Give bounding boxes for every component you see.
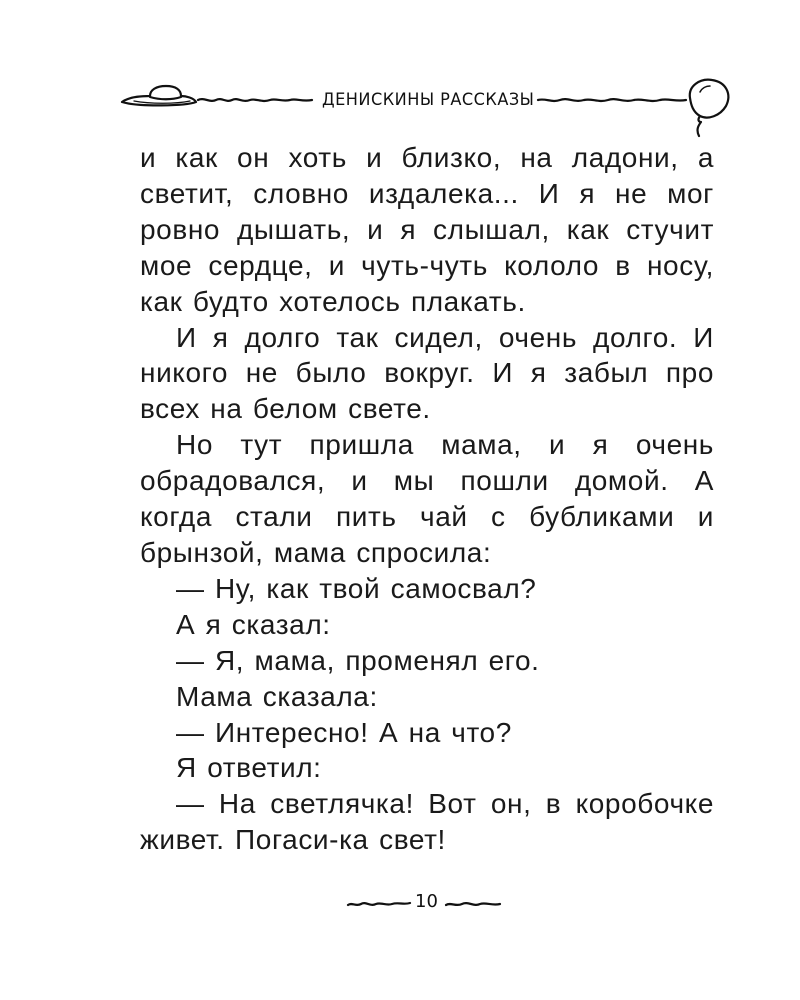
footer-ornament bbox=[0, 885, 800, 925]
paragraph: Но тут пришла мама, и я очень обрадовался, и мы пошли домой. А когда стали пить чай с бубликами и брынзой, мама спросила: bbox=[140, 429, 714, 568]
balloon-icon bbox=[690, 80, 729, 136]
footer-left-squiggle bbox=[348, 903, 410, 905]
dialogue-line: А я сказал: bbox=[176, 608, 331, 640]
paragraph: И я долго так сидел, очень долго. И никого не было вокруг. И я забыл про всех на белом свете. bbox=[140, 321, 714, 425]
page-number: 10 bbox=[415, 891, 438, 912]
dialogue-line: — Я, мама, променял его. bbox=[176, 644, 540, 676]
dialogue-line: — На светлячка! Вот он, в коробочке живет. Погаси-ка свет! bbox=[140, 788, 714, 856]
header-title: ДЕНИСКИНЫ РАССКАЗЫ bbox=[322, 90, 535, 110]
right-ornament-line bbox=[538, 99, 686, 101]
paragraph-continued: и как он хоть и близко, на ладони, а светит, словно издалека... И я не мог ровно дышать, и я слышал, как стучит мое сердце, и чуть-чуть кололо в носу, как будто хотелось плакать. bbox=[140, 142, 714, 317]
hat-icon bbox=[122, 86, 196, 105]
dialogue-line: Я ответил: bbox=[176, 752, 322, 784]
header-decoration bbox=[0, 0, 800, 140]
dialogue-line: — Ну, как твой самосвал? bbox=[176, 572, 537, 604]
dialogue-line: Мама сказала: bbox=[176, 680, 378, 712]
dialogue-line: — Интересно! А на что? bbox=[176, 716, 512, 748]
footer-right-squiggle bbox=[446, 903, 500, 905]
left-ornament-line bbox=[198, 99, 312, 101]
story-text bbox=[140, 140, 714, 858]
